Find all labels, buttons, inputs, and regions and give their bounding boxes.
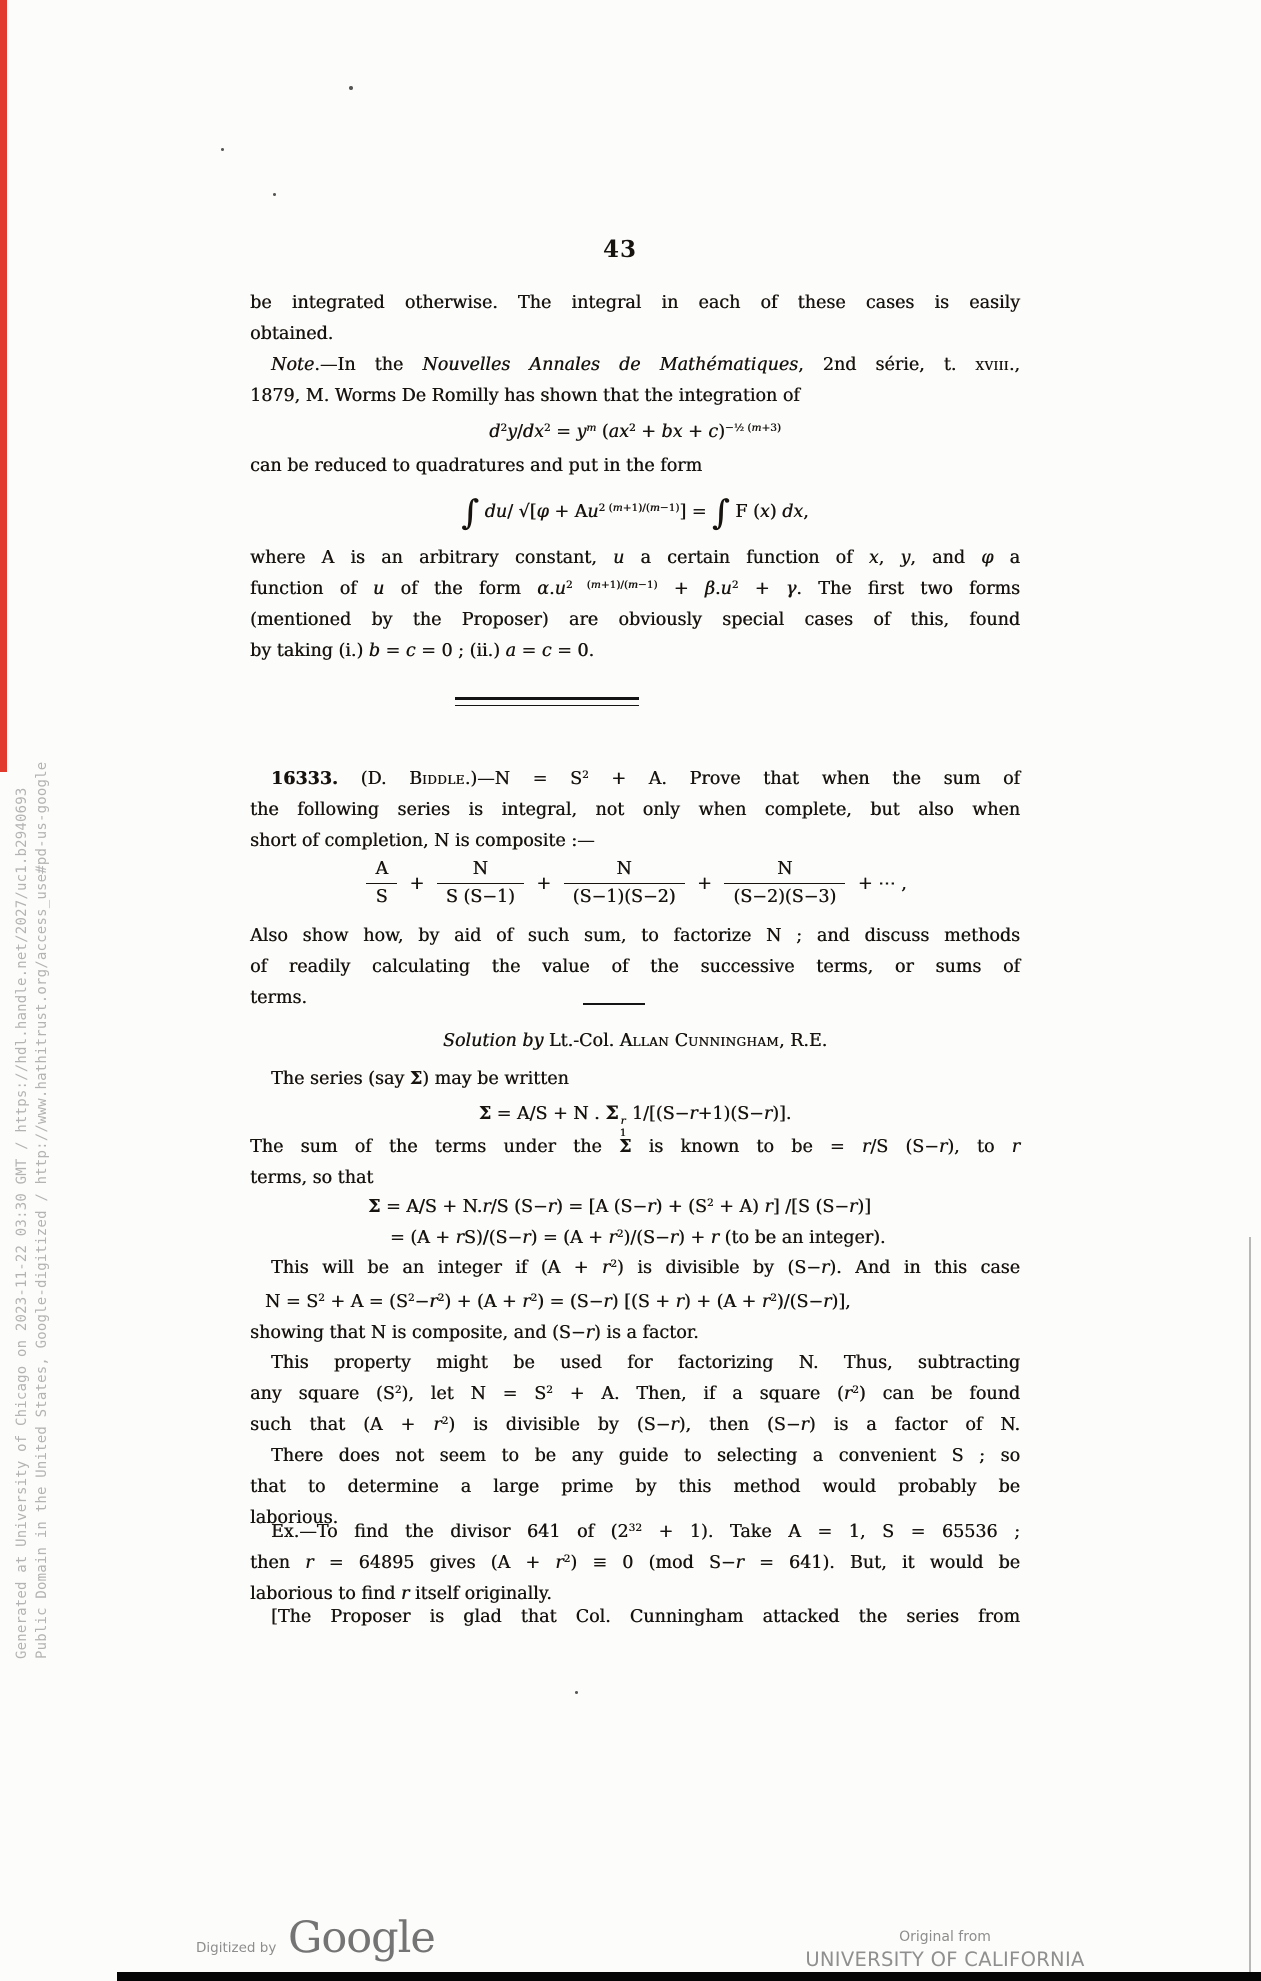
ink-speck bbox=[349, 86, 353, 90]
text-line: any square $(S^2)$, let $N = S^2 + A$. Then, if a square $(r^2)$ can be found bbox=[250, 1384, 1020, 1404]
text-line: the following series is integral, not only when complete, but also when bbox=[250, 800, 1020, 820]
text-line: of readily calculating the value of the successive terms, or sums of bbox=[250, 957, 1020, 977]
fraction-denominator: S (S−1) bbox=[437, 883, 524, 911]
sidebar-watermark-line-2: Public Domain in the United States, Google-digitized / http://www.hathitrust.org/access_use#pd-us-google bbox=[34, 761, 50, 1659]
fraction-numerator: N bbox=[472, 859, 488, 879]
ink-speck bbox=[221, 148, 224, 151]
text-line: by taking (i.) b = c = 0 ; (ii.) a = c = 0. bbox=[250, 641, 595, 661]
series-ellipsis-tail: + ⋯ , bbox=[857, 873, 907, 894]
plus-operator: + bbox=[409, 873, 425, 894]
text-line: laborious to find r itself originally. bbox=[250, 1584, 552, 1604]
math-run: 1/[(S−r+1)(S−r)]. bbox=[626, 1104, 792, 1124]
paragraph-series-may-be-written bbox=[250, 1064, 1020, 1095]
paragraph-example-641 bbox=[250, 1517, 1020, 1610]
text-line: can be reduced to quadratures and put in the form bbox=[250, 456, 703, 476]
paragraph-showing-composite bbox=[250, 1318, 1020, 1349]
paragraph-proposer-note bbox=[250, 1602, 1020, 1633]
fraction-denominator: S bbox=[366, 883, 397, 911]
fraction-numerator: N bbox=[616, 859, 632, 879]
paragraph-reduced bbox=[250, 451, 1020, 482]
text-line: where A is an arbitrary constant, u a certain function of x, y, and φ a bbox=[250, 548, 1020, 568]
paragraph-also-show bbox=[250, 921, 1020, 1014]
fraction-denominator: (S−2)(S−3) bbox=[724, 883, 845, 911]
text-line: This will be an integer if $(A + r^2)$ is divisible by (S−r). And in this case bbox=[271, 1258, 1020, 1278]
text-line: terms. bbox=[250, 988, 307, 1008]
paragraph-note bbox=[250, 350, 1020, 412]
solution-byline: Solution by Lt.-Col. Allan Cunningham, R.E. bbox=[442, 1031, 828, 1051]
fraction bbox=[564, 856, 685, 911]
scan-edge-red-bar bbox=[0, 0, 7, 772]
text-line: (mentioned by the Proposer) are obviously special cases of this, found bbox=[250, 610, 1020, 630]
text-line: The sum of the terms under the Σ is known to be = r/S (S−r), to r bbox=[250, 1137, 1021, 1157]
page-number: 43 bbox=[602, 236, 637, 263]
text-line: [The Proposer is glad that Col. Cunningham attacked the series from bbox=[271, 1607, 1020, 1627]
paragraph-where-a bbox=[250, 543, 1020, 667]
sigma-lower-limit: 1 bbox=[619, 1126, 627, 1139]
text-line: then r = 64895 gives $(A + r^2) \equiv 0$ (mod S−r = 641). But, it would be bbox=[250, 1553, 1020, 1573]
text-line: terms, so that bbox=[250, 1168, 374, 1188]
text-line: be integrated otherwise. The integral in each of these cases is easily bbox=[250, 293, 1020, 313]
formula-series bbox=[235, 856, 1035, 911]
solution-heading bbox=[250, 1026, 1020, 1057]
scan-edge-right-line bbox=[1249, 1237, 1251, 1972]
formula-sigma-definition bbox=[250, 1097, 1020, 1139]
text-line: function of u of the form $\alpha.u^{2 (m+1)/(m-1)} + \beta.u^2 + \gamma$. The first two forms bbox=[250, 579, 1020, 599]
text-line: such that $(A + r^2)$ is divisible by (S−r), then (S−r) is a factor of N. bbox=[250, 1415, 1020, 1435]
ink-speck bbox=[273, 193, 276, 196]
text-line: Ex.—To find the divisor 641 of $(2^{32} + 1)$. Take A = 1, S = 65536 ; bbox=[271, 1522, 1020, 1542]
plus-operator: + bbox=[536, 873, 552, 894]
fraction-numerator: A bbox=[375, 859, 388, 879]
fraction bbox=[437, 856, 524, 911]
text-line: This property might be used for factorizing N. Thus, subtracting bbox=[271, 1353, 1020, 1373]
formula-line: Σ = A/S + N.r/S (S−r) = [A $(S-r) + (S^2 + A)$ r] /[S (S−r)] bbox=[368, 1197, 871, 1217]
paragraph-integral-intro bbox=[250, 288, 1020, 350]
text-line: Note.—In the Nouvelles Annales de Mathématiques, 2nd série, t. xviii., bbox=[271, 355, 1020, 375]
text-line: 1879, M. Worms De Romilly has shown that the integration of bbox=[250, 386, 800, 406]
text-line: The series (say Σ) may be written bbox=[271, 1069, 569, 1089]
section-divider-double-rule bbox=[455, 697, 639, 706]
sidebar-watermark-line-1: Generated at University of Chicago on 2023-11-22 03:30 GMT / https://hdl.handle.net/2027/uc1.b2940693 bbox=[14, 787, 30, 1659]
formula-sigma-evaluation bbox=[250, 1192, 1020, 1254]
formula-n-factorization bbox=[250, 1287, 1020, 1318]
problem-heading-line: 16333. (D. Biddle.)—N = $S^2 + A$. Prove that when the sum of bbox=[271, 769, 1020, 789]
text-line: short of completion, N is composite :— bbox=[250, 831, 595, 851]
fraction bbox=[366, 856, 397, 911]
sigma-symbol: Σ bbox=[605, 1102, 619, 1124]
text-line: obtained. bbox=[250, 324, 334, 344]
text-line: that to determine a large prime by this method would probably be bbox=[250, 1477, 1020, 1497]
text-line: showing that N is composite, and (S−r) is a factor. bbox=[250, 1323, 699, 1343]
sigma-upper-limit: r bbox=[620, 1114, 626, 1127]
footer-digitized-by-label: Digitized by bbox=[196, 1940, 277, 1956]
formula-differential-equation: $d^2y/dx^2 = y^m$ ($ax^2$ + bx + c)$^{-\frac{1}{2} (m+3)}$ bbox=[489, 422, 781, 442]
text-line: laborious. bbox=[250, 1508, 339, 1528]
google-logo: Google bbox=[288, 1913, 435, 1963]
formula-integral-form: ∫ du/ $√[\varphi + Au^{2 (m+1)/(m-1)}]$ = ∫ F (x) dx, bbox=[461, 492, 809, 533]
divider-short-rule bbox=[583, 1003, 645, 1005]
paragraph-property-factorizing bbox=[250, 1348, 1020, 1441]
footer-original-from-label: Original from bbox=[899, 1929, 991, 1945]
formula-line: $N = S^2 + A = (S^2-r^2) + (A + r^2) = (S-r) [(S + r) + (A + r^2)/(S-r)]$, bbox=[265, 1292, 851, 1312]
formula-line: = $(A + rS)/(S-r) = (A + r^2)/(S-r) + r$ (to be an integer). bbox=[390, 1228, 886, 1248]
text-line: Also show how, by aid of such sum, to factorize N ; and discuss methods bbox=[250, 926, 1020, 946]
text-line: There does not seem to be any guide to selecting a convenient S ; so bbox=[271, 1446, 1020, 1466]
paragraph-integer-condition bbox=[250, 1253, 1020, 1284]
fraction-numerator: N bbox=[777, 859, 793, 879]
ink-speck bbox=[575, 1691, 578, 1694]
math-run: Σ = A/S + N . bbox=[478, 1104, 606, 1124]
footer-institution-label: UNIVERSITY OF CALIFORNIA bbox=[805, 1948, 1085, 1971]
plus-operator: + bbox=[697, 873, 712, 894]
paragraph-problem-16333 bbox=[250, 764, 1020, 857]
scan-edge-bottom-bar bbox=[117, 1972, 1261, 1981]
paragraph-sum-of-terms bbox=[250, 1132, 1020, 1194]
fraction bbox=[724, 856, 845, 911]
fraction-denominator: (S−1)(S−2) bbox=[564, 883, 685, 911]
